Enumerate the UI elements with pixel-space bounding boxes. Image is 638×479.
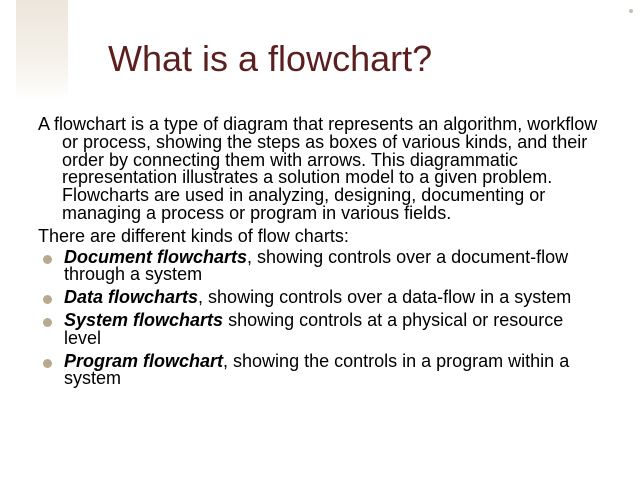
bullet-icon — [43, 359, 52, 368]
term-data-flowcharts: Data flowcharts — [64, 287, 199, 308]
description-program-flowchart: , showing the controls in a program within a system — [64, 350, 570, 389]
list-item-document-flowcharts — [38, 246, 598, 285]
description-system-flowcharts: showing controls at a physical or resource level — [64, 309, 564, 348]
slide-title: What is a flowchart? — [108, 38, 433, 79]
flowchart-types-list — [38, 246, 598, 389]
bullet-icon — [43, 255, 52, 264]
intro-line: There are different kinds of flow charts: — [38, 225, 349, 246]
definition-paragraph: A flowchart is a type of diagram that represents an algorithm, workflow or process, showing the steps as boxes of various kinds, and their order by connecting them with arrows. This diagrammatic representation illustrates a solution model to a given problem. Flowcharts are used in analyzing, designing, documenting or managing a process or program in various fields. — [38, 114, 598, 223]
description-data-flowcharts: , showing controls over a data-flow in a system — [198, 287, 572, 308]
list-item-system-flowcharts — [38, 309, 598, 348]
term-system-flowcharts: System flowcharts — [64, 309, 224, 330]
bullet-icon — [43, 295, 52, 304]
decorative-dot — [629, 9, 633, 13]
term-program-flowchart: Program flowchart — [64, 350, 224, 371]
slide-body — [38, 116, 598, 393]
decorative-stripe — [16, 0, 68, 100]
description-document-flowcharts: , showing controls over a document-flow through a system — [64, 246, 569, 285]
list-item-program-flowchart — [38, 350, 598, 389]
term-document-flowcharts: Document flowcharts — [64, 246, 248, 267]
list-item-data-flowcharts — [38, 289, 598, 307]
bullet-icon — [43, 318, 52, 327]
